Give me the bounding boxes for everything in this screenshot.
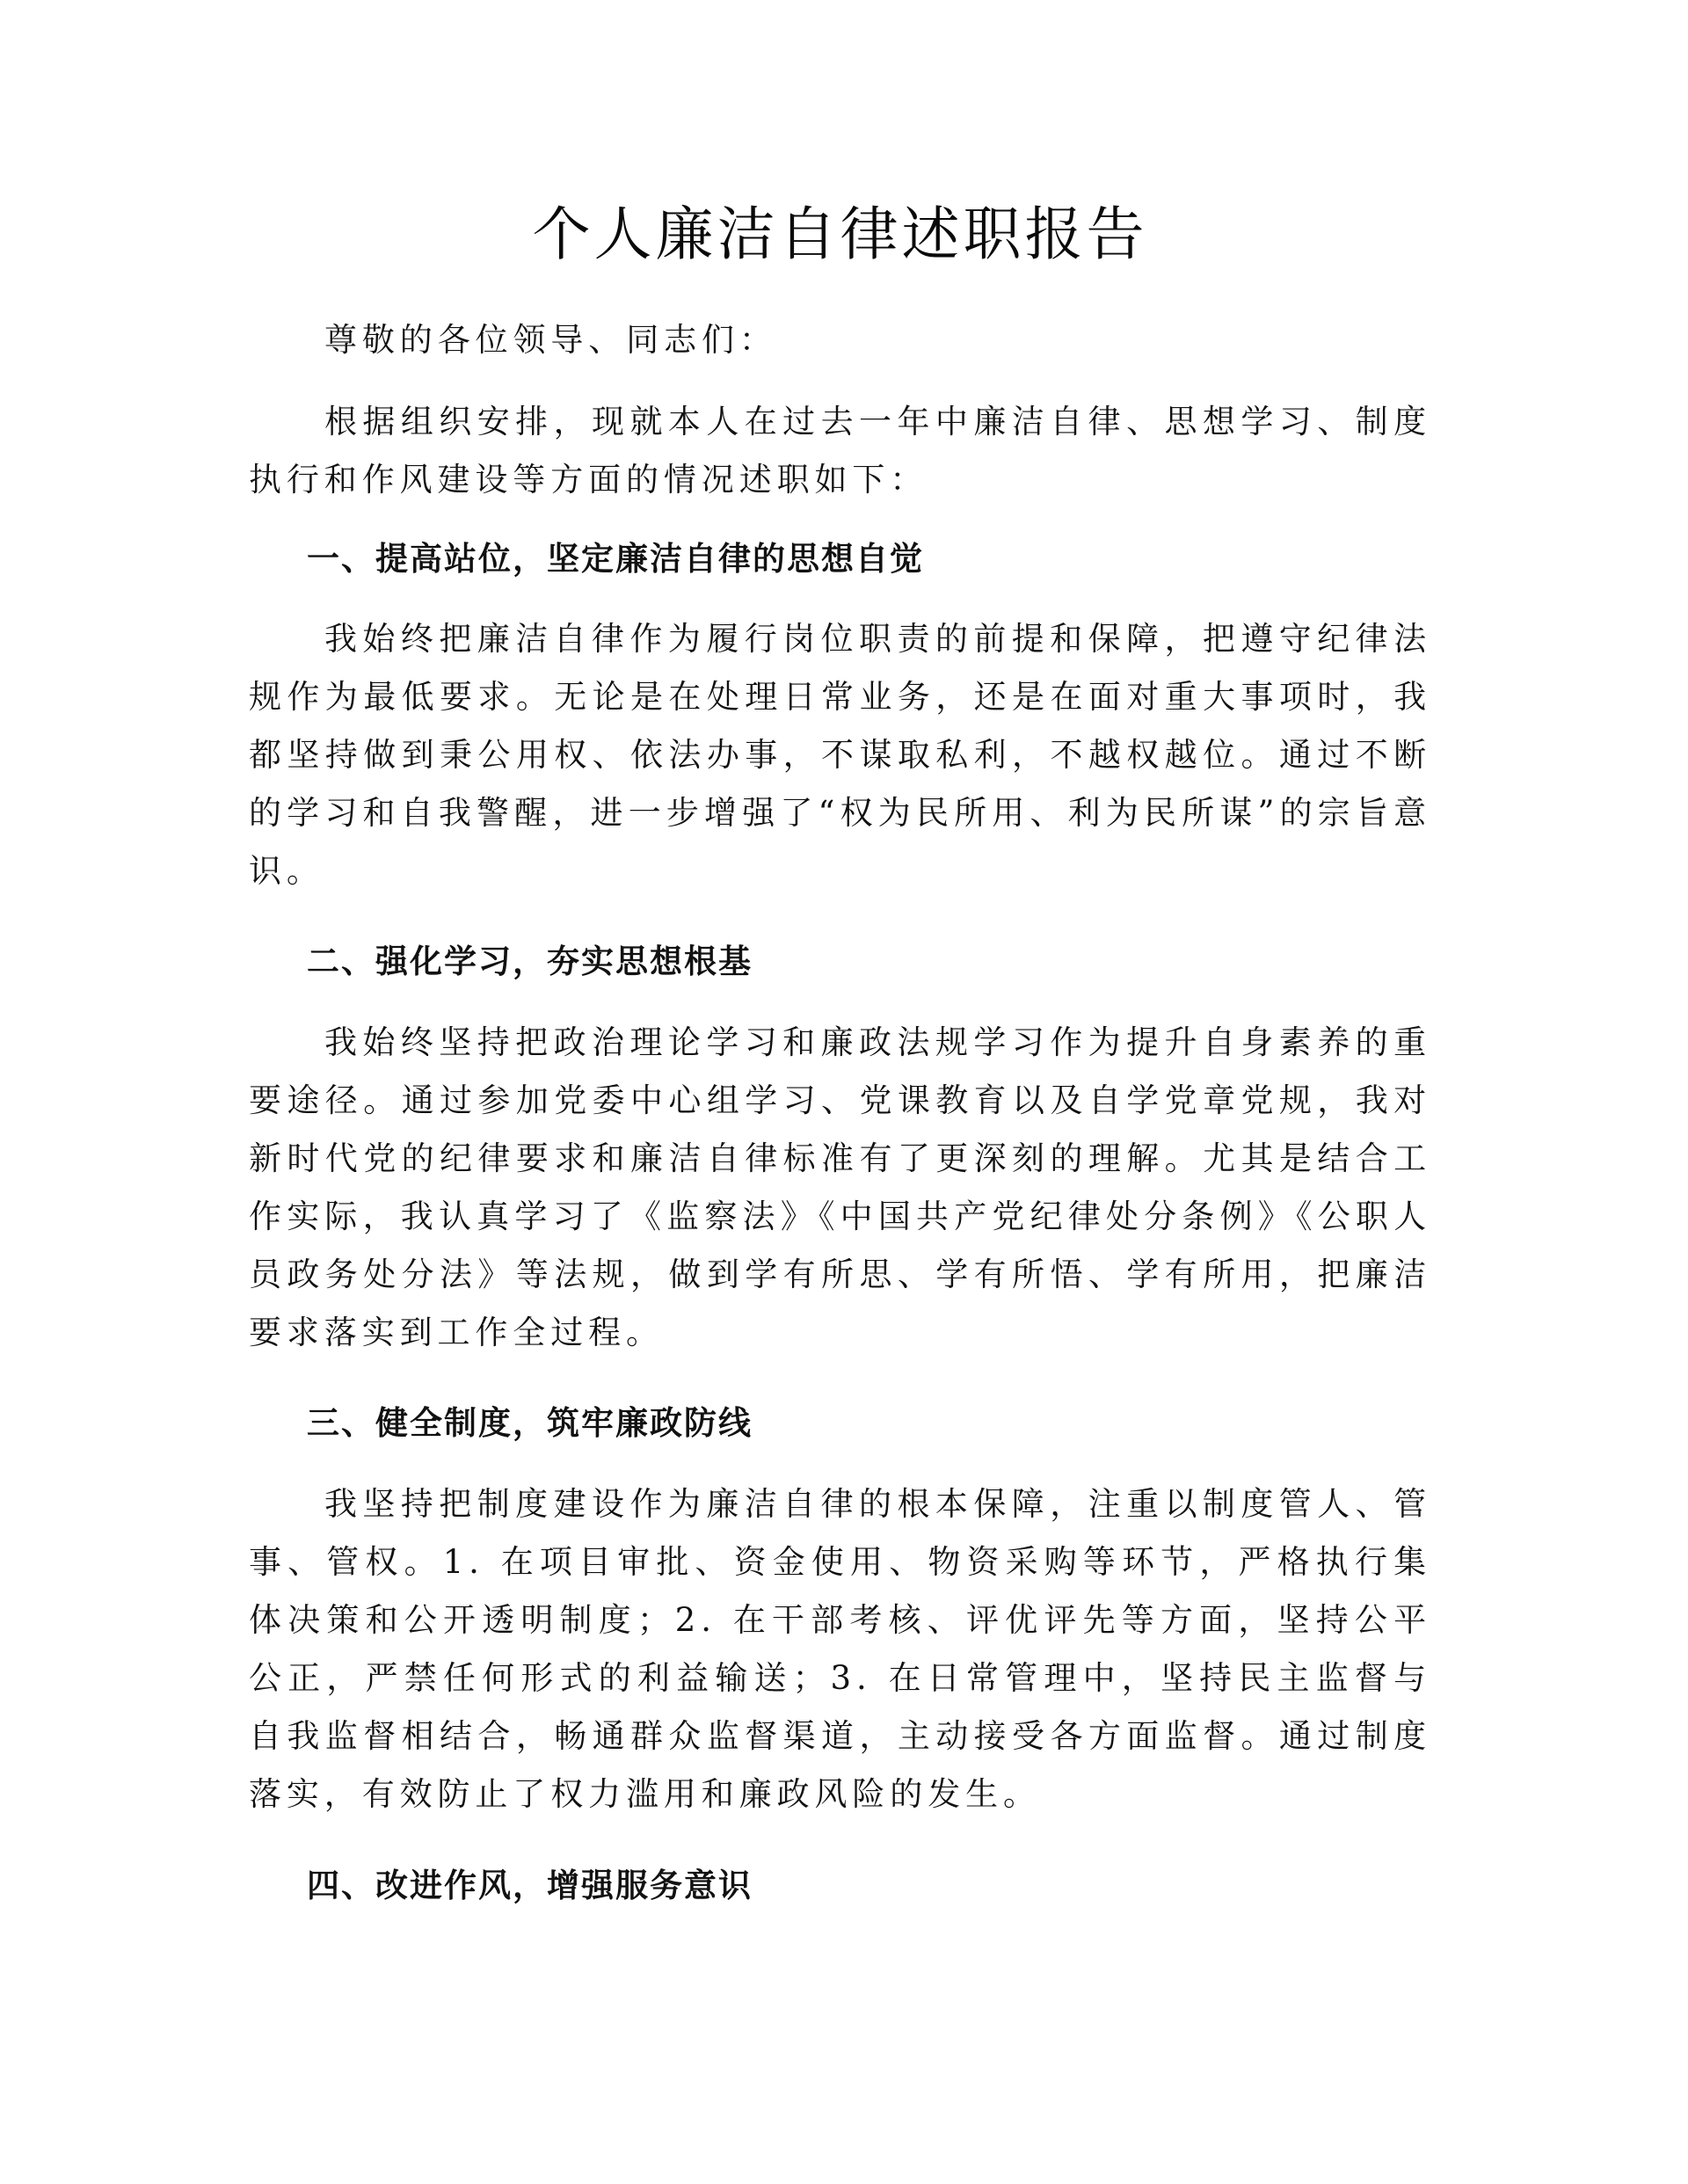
section-1-body: 我始终把廉洁自律作为履行岗位职责的前提和保障，把遵守纪律法规作为最低要求。无论是在处理日常业务，还是在面对重大事项时，我都坚持做到秉公用权、依法办事，不谋取私利，不越权越位。通过不断的学习和自我警醒，进一步增强了“权为民所用、利为民所谋”的宗旨意识。 <box>249 620 1431 890</box>
section-4-heading: 四、改进作风，增强服务意识 <box>307 1866 753 1904</box>
salutation: 尊敬的各位领导、同志们： <box>324 321 777 359</box>
section-2-heading: 二、强化学习，夯实思想根基 <box>307 942 753 980</box>
section-3-heading: 三、健全制度，筑牢廉政防线 <box>307 1403 753 1442</box>
intro-paragraph: 根据组织安排，现就本人在过去一年中廉洁自律、思想学习、制度执行和作风建设等方面的情况述职如下： <box>249 403 1431 499</box>
section-2-body: 我始终坚持把政治理论学习和廉政法规学习作为提升自身素养的重要途径。通过参加党委中心组学习、党课教育以及自学党章党规，我对新时代党的纪律要求和廉洁自律标准有了更深刻的理解。尤其是结合工作实际，我认真学习了《监察法》《中国共产党纪律处分条例》《公职人员政务处分法》等法规，做到学有所思、学有所悟、学有所用，把廉洁要求落实到工作全过程。 <box>249 1023 1431 1351</box>
section-1-heading: 一、提高站位，坚定廉洁自律的思想自觉 <box>307 539 924 578</box>
document-title: 个人廉洁自律述职报告 <box>532 200 1148 268</box>
section-3-body: 我坚持把制度建设作为廉洁自律的根本保障，注重以制度管人、管事、管权。1. 在项目审批、资金使用、物资采购等环节，严格执行集体决策和公开透明制度；2. 在干部考核、评优评先等方面，坚持公平公正，严禁任何形式的利益输送；3. 在日常管理中，坚持民主监督与自我监督相结合，畅通群众监督渠道，主动接受各方面监督。通过制度落实，有效防止了权力滥用和廉政风险的发生。 <box>249 1485 1431 1813</box>
